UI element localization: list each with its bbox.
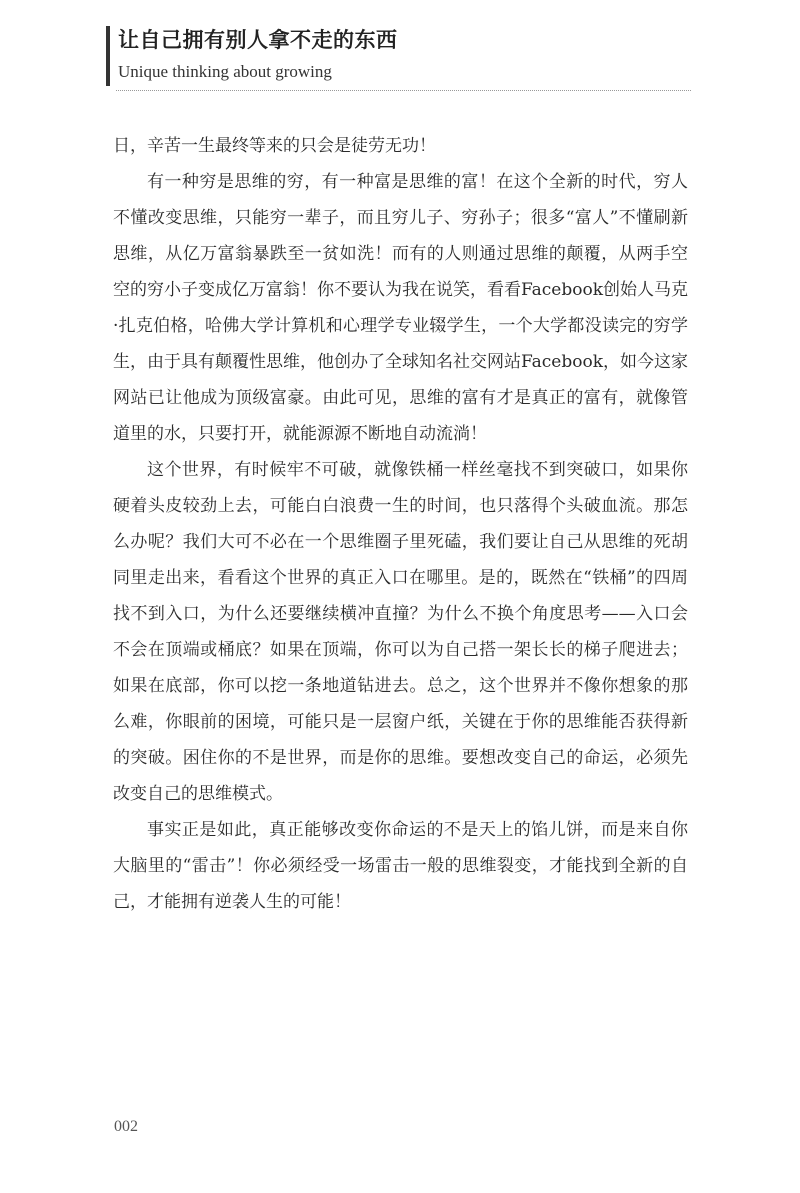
paragraph-continued: 日，辛苦一生最终等来的只会是徒劳无功！: [113, 136, 436, 156]
paragraph: 事实正是如此，真正能够改变你命运的不是天上的馅儿饼，而是来自你大脑里的“雷击”！你必须经受一场雷击一般的思维裂变，才能找到全新的自己，才能拥有逆袭人生的可能！: [113, 820, 688, 912]
paragraph: 这个世界，有时候牢不可破，就像铁桶一样丝毫找不到突破口，如果你硬着头皮较劲上去，可能白白浪费一生的时间，也只落得个头破血流。那怎么办呢？我们大可不必在一个思维圈子里死磕，我们要让自己从思维的死胡同里走出来，看看这个世界的真正入口在哪里。是的，既然在“铁桶”的四周找不到入口，为什么还要继续横冲直撞？为什么不换个角度思考——入口会不会在顶端或桶底？如果在顶端，你可以为自己搭一架长长的梯子爬进去；如果在底部，你可以挖一条地道钻进去。总之，这个世界并不像你想象的那么难，你眼前的困境，可能只是一层窗户纸，关键在于你的思维能否获得新的突破。困住你的不是世界，而是你的思维。要想改变自己的命运，必须先改变自己的思维模式。: [113, 460, 688, 804]
paragraph: 有一种穷是思维的穷，有一种富是思维的富！在这个全新的时代，穷人不懂改变思维，只能穷一辈子，而且穷儿子、穷孙子；很多“富人”不懂刷新思维，从亿万富翁暴跌至一贫如洗！而有的人则通过思维的颠覆，从两手空空的穷小子变成亿万富翁！你不要认为我在说笑，看看Facebook创始人马克·扎克伯格，哈佛大学计算机和心理学专业辍学生，一个大学都没读完的穷学生，由于具有颠覆性思维，他创办了全球知名社交网站Facebook，如今这家网站已让他成为顶级富豪。由此可见，思维的富有才是真正的富有，就像管道里的水，只要打开，就能源源不断地自动流淌！: [113, 172, 689, 444]
header-divider: [116, 90, 691, 91]
header-accent-bar: [106, 26, 110, 86]
page-body: [113, 128, 688, 920]
book-subtitle: Unique thinking about growing: [118, 62, 332, 81]
page-number: 002: [114, 1118, 138, 1135]
book-title: 让自己拥有别人拿不走的东西: [118, 27, 398, 52]
